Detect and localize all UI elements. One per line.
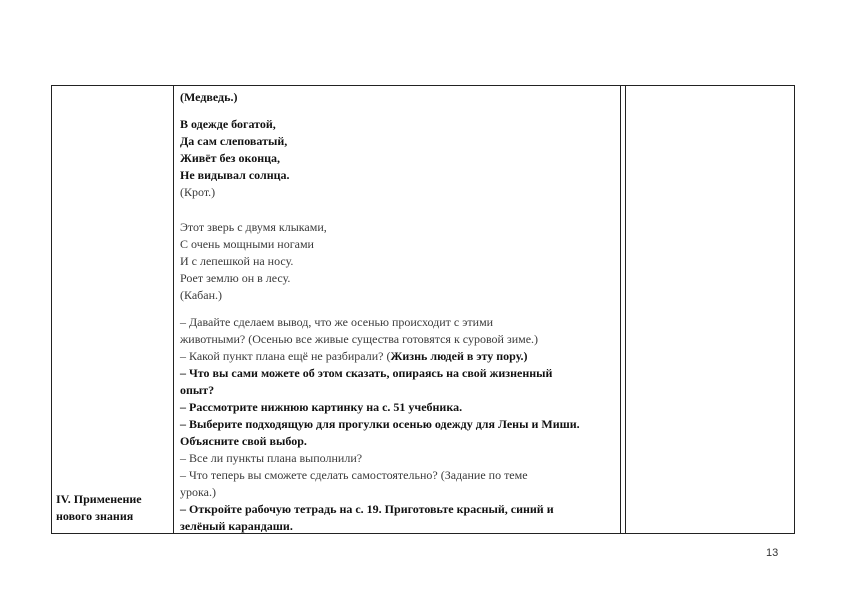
riddle-line: И с лепешкой на носу.: [180, 254, 294, 268]
plan-question: – Какой пункт плана ещё не разбирали? (: [180, 349, 391, 363]
column-divider: [625, 86, 626, 533]
riddle-line: В одежде богатой,: [180, 117, 276, 131]
page-number: 13: [766, 547, 779, 559]
stage-title-line: нового знания: [56, 509, 134, 523]
text-line: – Откройте рабочую тетрадь на с. 19. Приготовьте красный, синий и: [180, 502, 554, 516]
riddle-answer: (Кабан.): [180, 288, 223, 302]
text-line: – Выберите подходящую для прогулки осенью одежду для Лены и Миши.: [180, 417, 580, 431]
text-line: Объясните свой выбор.: [180, 434, 307, 448]
text-line: животными? (Осенью все живые существа готовятся к суровой зиме.): [180, 332, 539, 346]
riddle-line: Этот зверь с двумя клыками,: [180, 220, 327, 234]
riddle-answer: (Медведь.): [180, 90, 238, 104]
lesson-table: [51, 85, 795, 534]
plan-answer: Жизнь людей в эту пору.): [390, 349, 528, 363]
text-line: – Давайте сделаем вывод, что же осенью происходит с этими: [180, 315, 494, 329]
teacher-activity-cell: [180, 89, 616, 535]
riddle-line: Да сам слеповатый,: [180, 134, 288, 148]
riddle-line: Роет землю он в лесу.: [180, 271, 291, 285]
riddle-line: Живёт без оконца,: [180, 151, 281, 165]
text-line: [180, 348, 616, 365]
riddle-answer: (Крот.): [180, 185, 216, 199]
text-line: урока.): [180, 485, 216, 499]
text-line: зелёный карандаши.: [180, 519, 293, 533]
text-line: – Что теперь вы сможете сделать самостоятельно? (Задание по теме: [180, 468, 528, 482]
column-divider: [173, 86, 174, 533]
text-line: опыт?: [180, 383, 215, 397]
stage-title-line: IV. Применение: [56, 492, 142, 506]
column-divider: [620, 86, 621, 533]
riddle-line: Не видывал солнца.: [180, 168, 290, 182]
lesson-stage-cell: [56, 491, 166, 525]
riddle-line: С очень мощными ногами: [180, 237, 314, 251]
text-line: – Все ли пункты плана выполнили?: [180, 451, 363, 465]
text-line: – Что вы сами можете об этом сказать, опираясь на свой жизненный: [180, 366, 553, 380]
text-line: – Рассмотрите нижнюю картинку на с. 51 учебника.: [180, 400, 463, 414]
